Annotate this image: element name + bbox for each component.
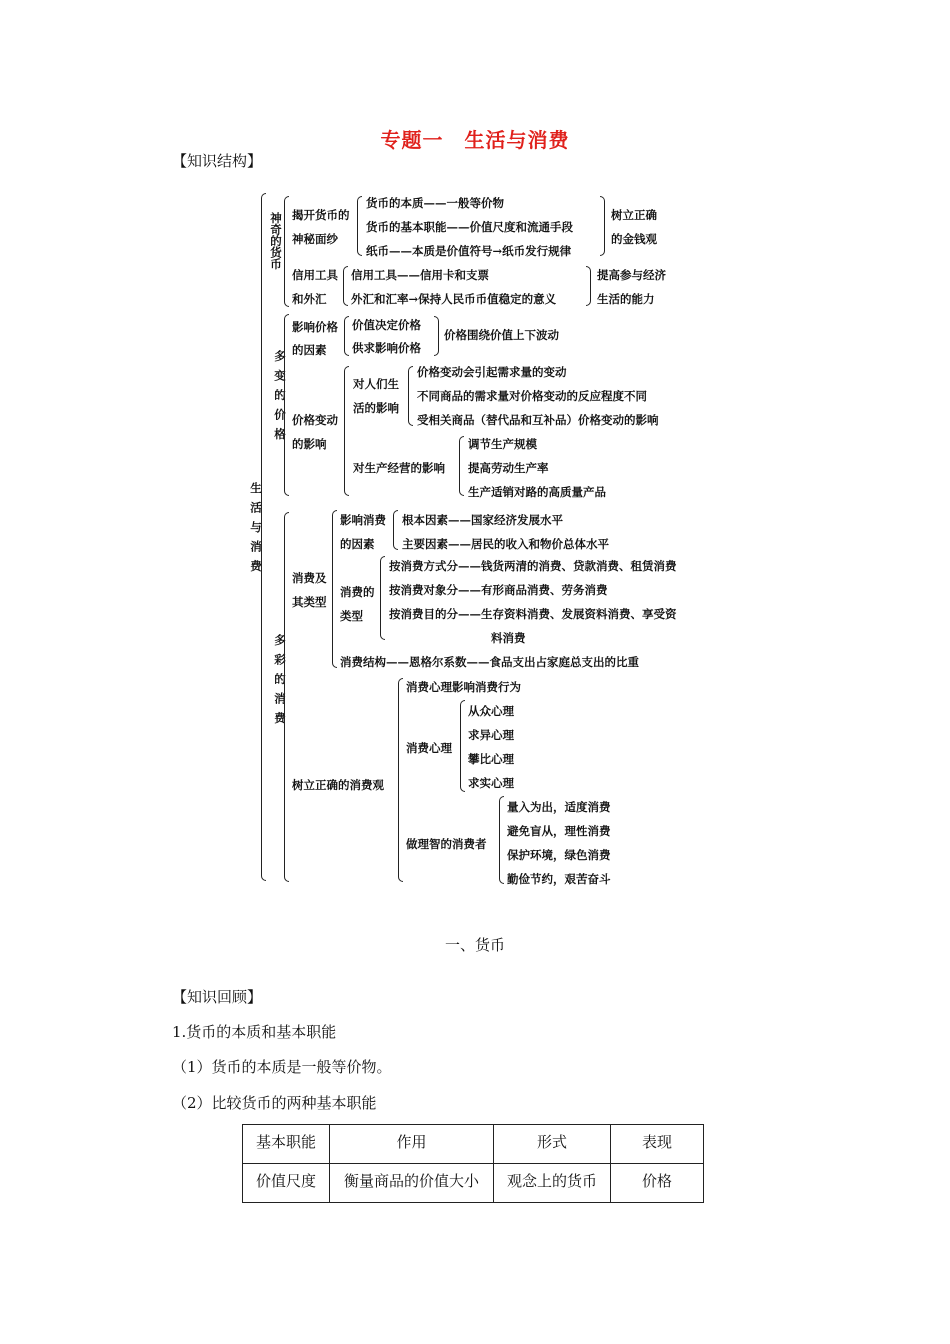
table-cell: 价格 [611, 1164, 704, 1203]
branch3-label [268, 634, 287, 740]
question-1: 1.货币的本质和基本职能 [172, 1023, 337, 1041]
b1g2-label-1: 信用工具 [292, 268, 338, 282]
b3g2s2-item: 量入为出，适度消费 [507, 800, 611, 814]
b1g2-brace [343, 266, 348, 306]
table-header: 基本职能 [243, 1125, 330, 1164]
b2g1-item: 价值决定价格 [352, 318, 421, 332]
branch3-text: 多彩的消费 [273, 634, 287, 732]
b2g2-label-1: 价格变动 [292, 413, 338, 427]
b3g2s1-item: 求异心理 [468, 728, 514, 742]
root-text: 生活与消费 [249, 482, 263, 580]
b3g1-label-2: 其类型 [292, 595, 327, 609]
b1g1-item: 纸币——本质是价值符号→纸币发行规律 [366, 244, 572, 258]
b3g2s2-item: 勤俭节约，艰苦奋斗 [507, 872, 611, 886]
b2g1-label-2: 的因素 [292, 343, 327, 357]
b3g1s2-label-1: 消费的 [340, 585, 375, 599]
b2g2s1-brace [408, 366, 413, 426]
b3g1s3-item: 消费结构——恩格尔系数——食品支出占家庭总支出的比重 [340, 655, 639, 669]
b2g2s2-item: 提高劳动生产率 [468, 461, 549, 475]
b3g2-label: 树立正确的消费观 [292, 778, 384, 792]
b2g2s2-label: 对生产经营的影响 [353, 461, 445, 475]
section-heading-review: 【知识回顾】 [172, 988, 263, 1006]
b1g1-label-1: 揭开货币的 [292, 208, 350, 222]
b1g1-result-2: 的金钱观 [611, 232, 657, 246]
b1g2-result-2: 生活的能力 [597, 292, 655, 306]
b2g1-label-1: 影响价格 [292, 320, 338, 334]
b3g1s1-item: 根本因素——国家经济发展水平 [402, 513, 563, 527]
table-header: 形式 [494, 1125, 611, 1164]
b2g2s1-item: 不同商品的需求量对价格变动的反应程度不同 [417, 389, 647, 403]
branch1-brace [284, 196, 289, 307]
b2g2s2-brace [459, 436, 464, 496]
b3g2s2-label: 做理智的消费者 [406, 837, 487, 851]
b3g1-brace [332, 510, 337, 668]
table-row [243, 1164, 704, 1203]
b2g2s1-item: 受相关商品（替代品和互补品）价格变动的影响 [417, 413, 659, 427]
b2g1-brace [344, 316, 349, 356]
b1g2-label-2: 和外汇 [292, 292, 327, 306]
b3g2s1-item: 从众心理 [468, 704, 514, 718]
question-1-2: （2）比较货币的两种基本职能 [172, 1094, 377, 1112]
b3g1s1-brace [393, 510, 398, 550]
b1g1-result-brace [600, 196, 605, 256]
branch1-label [268, 212, 282, 274]
section-subheading: 一、货币 [444, 936, 505, 954]
table-header: 作用 [330, 1125, 494, 1164]
b3g2s0-item: 消费心理影响消费行为 [406, 680, 521, 694]
table-header-row [243, 1125, 704, 1164]
question-1-1: （1）货币的本质是一般等价物。 [172, 1058, 392, 1076]
b2g2s1-label-1: 对人们生 [353, 377, 399, 391]
branch3-brace [284, 512, 289, 882]
b3g2s1-item: 求实心理 [468, 776, 514, 790]
root-label [244, 482, 263, 588]
b1g2-item: 外汇和汇率→保持人民币币值稳定的意义 [351, 292, 557, 306]
b2g2-brace [344, 366, 349, 496]
b1g1-item: 货币的基本职能——价值尺度和流通手段 [366, 220, 573, 234]
b3g1s2-brace [380, 556, 385, 640]
b1g1-label-2: 神秘面纱 [292, 232, 338, 246]
branch2-label [268, 350, 287, 456]
b3g2s1-brace [460, 700, 465, 792]
b1g2-result-brace [586, 266, 591, 306]
b3g1s2-item: 料消费 [491, 631, 526, 645]
b3g2s2-item: 保护环境，绿色消费 [507, 848, 611, 862]
b2g1-result-brace [434, 316, 439, 356]
b2g1-item: 供求影响价格 [352, 341, 421, 355]
branch1-text: 神奇的货币 [269, 212, 283, 270]
table-cell: 价值尺度 [243, 1164, 330, 1203]
table-cell: 观念上的货币 [494, 1164, 611, 1203]
b2g2-label-2: 的影响 [292, 437, 327, 451]
functions-table [242, 1124, 704, 1203]
b1g2-item: 信用工具——信用卡和支票 [351, 268, 489, 282]
page-title: 专题一 生活与消费 [380, 128, 570, 152]
b3g2s2-brace [499, 796, 504, 884]
b3g1s1-label-2: 的因素 [340, 537, 375, 551]
b3g1-label-1: 消费及 [292, 571, 327, 585]
branch2-text: 多变的价格 [273, 350, 287, 448]
b3g1s2-item: 按消费目的分——生存资料消费、发展资料消费、享受资 [389, 607, 677, 621]
table-cell: 衡量商品的价值大小 [330, 1164, 494, 1203]
b3g2s1-label: 消费心理 [406, 741, 452, 755]
b1g1-result-1: 树立正确 [611, 208, 657, 222]
b2g2s2-item: 生产适销对路的高质量产品 [468, 485, 606, 499]
b1g1-item: 货币的本质——一般等价物 [366, 196, 504, 210]
root-brace [261, 193, 266, 881]
b3g1s2-item: 按消费对象分——有形商品消费、劳务消费 [389, 583, 608, 597]
b3g2s1-item: 攀比心理 [468, 752, 514, 766]
b3g1s1-label-1: 影响消费 [340, 513, 386, 527]
table-header: 表现 [611, 1125, 704, 1164]
b3g1s1-item: 主要因素——居民的收入和物价总体水平 [402, 537, 609, 551]
branch2-brace [284, 314, 289, 496]
b2g2s1-label-2: 活的影响 [353, 401, 399, 415]
b2g1-result: 价格围绕价值上下波动 [444, 328, 559, 342]
b3g1s2-item: 按消费方式分——钱货两清的消费、贷款消费、租赁消费 [389, 559, 677, 573]
b3g1s2-label-2: 类型 [340, 609, 363, 623]
b1g1-brace [357, 196, 362, 256]
b2g2s2-item: 调节生产规模 [468, 437, 537, 451]
b1g2-result-1: 提高参与经济 [597, 268, 666, 282]
b2g2s1-item: 价格变动会引起需求量的变动 [417, 365, 567, 379]
section-heading-structure: 【知识结构】 [172, 152, 263, 170]
b3g2-brace [398, 678, 403, 882]
b3g2s2-item: 避免盲从，理性消费 [507, 824, 611, 838]
